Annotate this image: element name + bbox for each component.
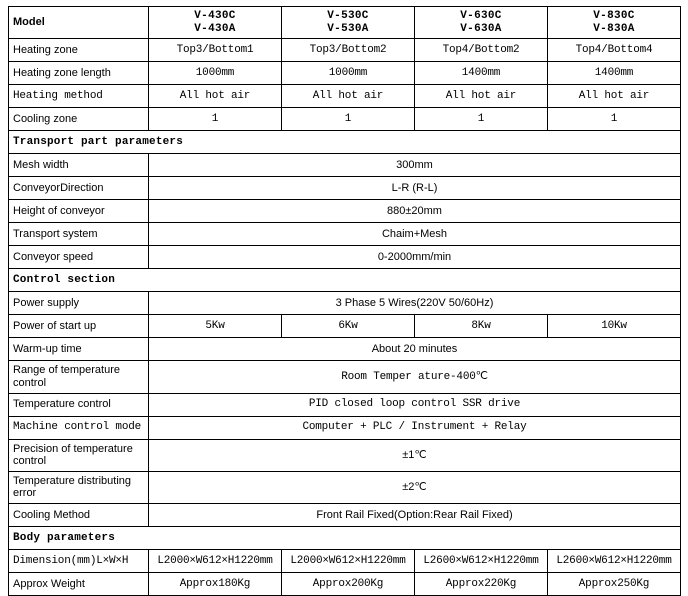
row-label: Transport system bbox=[9, 223, 149, 246]
table-row bbox=[9, 62, 681, 85]
row-label: Power supply bbox=[9, 292, 149, 315]
row-value: 10Kw bbox=[548, 315, 681, 338]
row-value: ±2℃ bbox=[149, 471, 681, 503]
model-name-line2: V-530A bbox=[327, 22, 369, 35]
row-label: Temperature distributing error bbox=[9, 471, 149, 503]
row-value: Approx200Kg bbox=[282, 573, 415, 596]
table-row bbox=[9, 504, 681, 527]
table-row bbox=[9, 416, 681, 439]
row-value: ±1℃ bbox=[149, 439, 681, 471]
row-label: Cooling Method bbox=[9, 504, 149, 527]
table-row bbox=[9, 177, 681, 200]
row-value: Room Temper ature-400℃ bbox=[149, 361, 681, 393]
row-value: 6Kw bbox=[282, 315, 415, 338]
table-row bbox=[9, 550, 681, 573]
row-label: Precision of temperature control bbox=[9, 439, 149, 471]
row-value: L2600×W612×H1220mm bbox=[548, 550, 681, 573]
row-value: 1 bbox=[548, 108, 681, 131]
row-value: All hot air bbox=[149, 85, 282, 108]
row-value: Top4/Bottom2 bbox=[415, 39, 548, 62]
row-value: Computer + PLC / Instrument + Relay bbox=[149, 416, 681, 439]
row-value: 880±20mm bbox=[149, 200, 681, 223]
table-row bbox=[9, 315, 681, 338]
row-label: Range of temperature control bbox=[9, 361, 149, 393]
row-value: All hot air bbox=[415, 85, 548, 108]
model-name-line2: V-830A bbox=[593, 22, 635, 35]
header-model-col-4 bbox=[548, 7, 681, 39]
row-label: Warm-up time bbox=[9, 338, 149, 361]
row-value: 300mm bbox=[149, 154, 681, 177]
row-value: All hot air bbox=[548, 85, 681, 108]
row-value: 1 bbox=[282, 108, 415, 131]
row-label: Machine control mode bbox=[9, 416, 149, 439]
table-row bbox=[9, 338, 681, 361]
row-label: Mesh width bbox=[9, 154, 149, 177]
model-name-line1: V-830C bbox=[593, 10, 635, 22]
row-value: L2600×W612×H1220mm bbox=[415, 550, 548, 573]
row-label: Conveyor speed bbox=[9, 246, 149, 269]
table-row bbox=[9, 393, 681, 416]
model-name-line2: V-430A bbox=[194, 22, 236, 35]
table-row bbox=[9, 573, 681, 596]
model-name-line1: V-630C bbox=[460, 10, 502, 22]
row-value: Front Rail Fixed(Option:Rear Rail Fixed) bbox=[149, 504, 681, 527]
table-row bbox=[9, 85, 681, 108]
row-value: 1 bbox=[149, 108, 282, 131]
table-row bbox=[9, 108, 681, 131]
row-value: 5Kw bbox=[149, 315, 282, 338]
section-row-body bbox=[9, 527, 681, 550]
model-name-line1: V-530C bbox=[327, 10, 369, 22]
row-value: 8Kw bbox=[415, 315, 548, 338]
header-model-label: Model bbox=[9, 7, 149, 39]
model-name-line1: V-430C bbox=[194, 10, 236, 22]
row-value: Chaim+Mesh bbox=[149, 223, 681, 246]
table-row bbox=[9, 154, 681, 177]
row-value: 1000mm bbox=[149, 62, 282, 85]
section-row-transport bbox=[9, 131, 681, 154]
header-model-col-1 bbox=[149, 7, 282, 39]
row-label: Cooling zone bbox=[9, 108, 149, 131]
row-value: About 20 minutes bbox=[149, 338, 681, 361]
row-label: Heating method bbox=[9, 85, 149, 108]
row-label: Approx Weight bbox=[9, 573, 149, 596]
row-label: Power of start up bbox=[9, 315, 149, 338]
row-value: 0-2000mm/min bbox=[149, 246, 681, 269]
table-row bbox=[9, 39, 681, 62]
table-row bbox=[9, 361, 681, 393]
header-model-col-3 bbox=[415, 7, 548, 39]
section-title: Transport part parameters bbox=[9, 131, 681, 154]
row-label: ConveyorDirection bbox=[9, 177, 149, 200]
row-value: L-R (R-L) bbox=[149, 177, 681, 200]
section-title: Control section bbox=[9, 269, 681, 292]
model-name-line2: V-630A bbox=[460, 22, 502, 35]
row-label: Temperature control bbox=[9, 393, 149, 416]
row-value: Top3/Bottom1 bbox=[149, 39, 282, 62]
section-row-control bbox=[9, 269, 681, 292]
row-label: Dimension(mm)L×W×H bbox=[9, 550, 149, 573]
row-value: L2000×W612×H1220mm bbox=[282, 550, 415, 573]
row-value: PID closed loop control SSR drive bbox=[149, 393, 681, 416]
row-label: Heating zone length bbox=[9, 62, 149, 85]
row-label: Height of conveyor bbox=[9, 200, 149, 223]
table-row bbox=[9, 439, 681, 471]
row-value: Approx250Kg bbox=[548, 573, 681, 596]
row-value: L2000×W612×H1220mm bbox=[149, 550, 282, 573]
header-model-col-2 bbox=[282, 7, 415, 39]
row-value: Top4/Bottom4 bbox=[548, 39, 681, 62]
section-title: Body parameters bbox=[9, 527, 681, 550]
table-row bbox=[9, 246, 681, 269]
row-label: Heating zone bbox=[9, 39, 149, 62]
table-row bbox=[9, 200, 681, 223]
row-value: Approx220Kg bbox=[415, 573, 548, 596]
row-value: 1 bbox=[415, 108, 548, 131]
table-row bbox=[9, 223, 681, 246]
table-header-row bbox=[9, 7, 681, 39]
row-value: Top3/Bottom2 bbox=[282, 39, 415, 62]
row-value: 1400mm bbox=[415, 62, 548, 85]
row-value: 1400mm bbox=[548, 62, 681, 85]
table-row bbox=[9, 471, 681, 503]
row-value: 3 Phase 5 Wires(220V 50/60Hz) bbox=[149, 292, 681, 315]
row-value: Approx180Kg bbox=[149, 573, 282, 596]
row-value: 1000mm bbox=[282, 62, 415, 85]
table-row bbox=[9, 292, 681, 315]
row-value: All hot air bbox=[282, 85, 415, 108]
specification-table bbox=[8, 6, 681, 596]
